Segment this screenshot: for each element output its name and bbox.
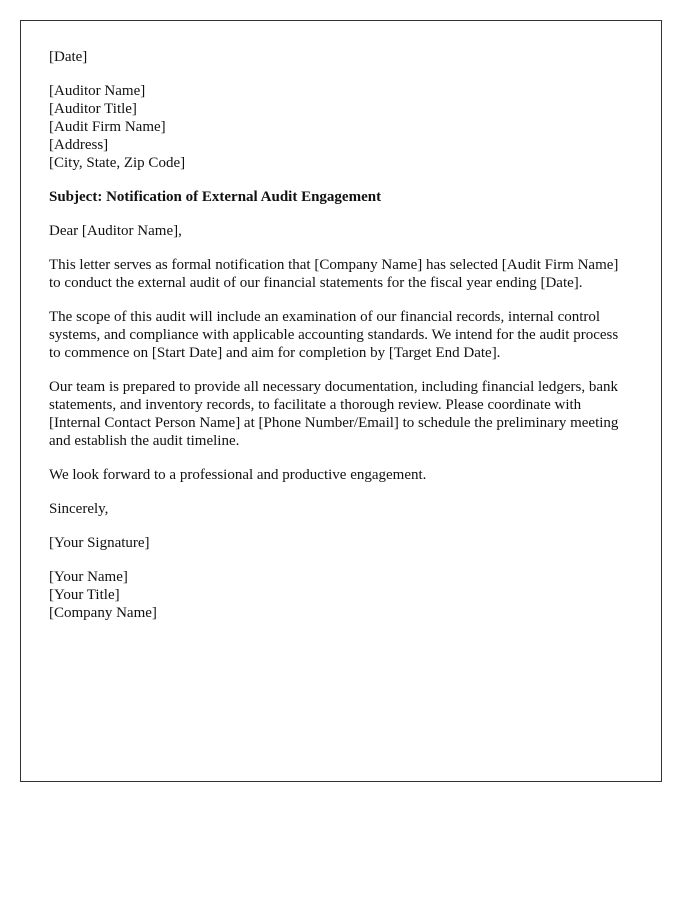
recipient-name: [Auditor Name] (49, 83, 146, 99)
sender-title: [Your Title] (49, 587, 120, 603)
letter (20, 20, 662, 782)
closing: Sincerely, (49, 501, 109, 517)
signature: [Your Signature] (49, 535, 150, 551)
body-paragraph-1: This letter serves as formal notification that [Company Name] has selected [Audit Firm Name] to conduct the external audit of our financial statements for the fiscal year ending [Date]. (49, 257, 619, 291)
recipient-address: [Address] (49, 137, 109, 153)
recipient-city: [City, State, Zip Code] (49, 155, 186, 171)
sender-name: [Your Name] (49, 569, 128, 585)
sender-company: [Company Name] (49, 605, 157, 621)
sender-block (49, 568, 632, 622)
body-paragraph-2: The scope of this audit will include an examination of our financial records, internal control systems, and compliance with applicable accounting standards. We intend for the audit process to commence on [Start Date] and aim for completion by [Target End Date]. (49, 309, 619, 361)
salutation: Dear [Auditor Name], (49, 223, 182, 239)
recipient-firm: [Audit Firm Name] (49, 119, 166, 135)
body-paragraph-3: Our team is prepared to provide all necessary documentation, including financial ledgers, bank statements, and inventory records, to facilitate a thorough review. Please coordinate with [Internal Contact Person Name] at [Phone Number/Email] to schedule the preliminary meeting and establish the audit timeline. (49, 379, 619, 449)
letter-date: [Date] (49, 49, 88, 65)
body-paragraph-4: We look forward to a professional and productive engagement. (49, 467, 427, 483)
recipient-title: [Auditor Title] (49, 101, 137, 117)
recipient-block (49, 82, 632, 172)
subject-line: Subject: Notification of External Audit Engagement (49, 189, 382, 205)
